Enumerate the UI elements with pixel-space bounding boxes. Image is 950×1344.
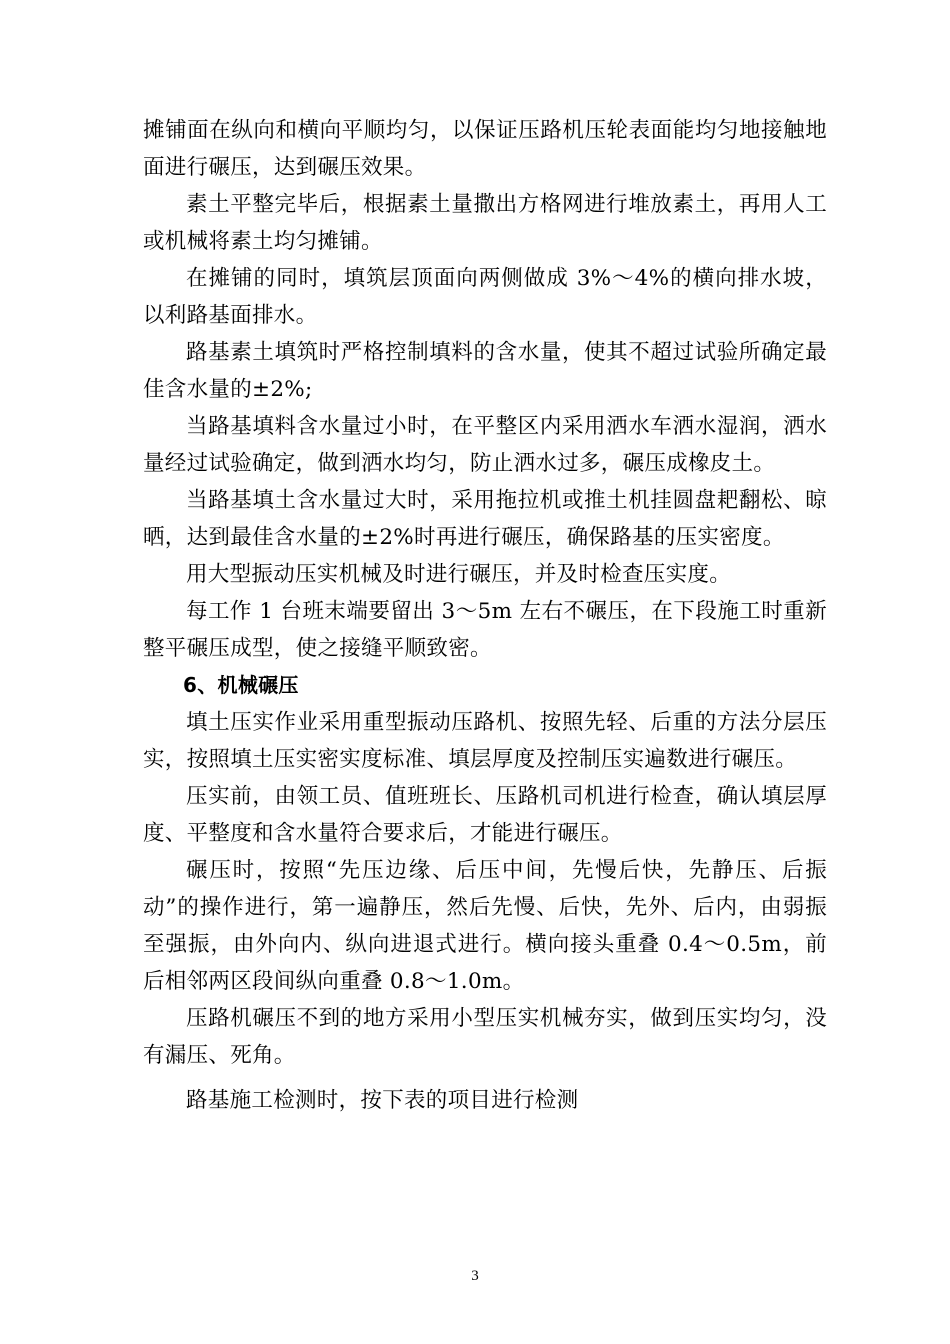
paragraph: 在摊铺的同时，填筑层顶面向两侧做成 3%～4%的横向排水坡，以利路基面排水。 [143,266,827,328]
page-number: 3 [471,1268,479,1284]
paragraph: 用大型振动压实机械及时进行碾压，并及时检查压实度。 [186,562,732,587]
paragraph: 压实前，由领工员、值班班长、压路机司机进行检查，确认填层厚度、平整度和含水量符合要求后，才能进行碾压。 [143,784,827,846]
paragraph: 路基素土填筑时严格控制填料的含水量，使其不超过试验所确定最佳含水量的±2%; [143,340,827,402]
paragraph: 碾压时，按照“先压边缘、后压中间，先慢后快，先静压、后振动”的操作进行，第一遍静压，然后先慢、后快，先外、后内，由弱振至强振，由外向内、纵向进退式进行。横向接头重叠 0.4～0.5m，前后相邻两区段间纵向重叠 0.8～1.0m。 [143,858,827,994]
paragraph: 每工作 1 台班末端要留出 3～5m 左右不碾压，在下段施工时重新整平碾压成型，使之接缝平顺致密。 [143,599,827,661]
paragraph: 素土平整完毕后，根据素土量撒出方格网进行堆放素土，再用人工或机械将素土均匀摊铺。 [143,192,827,254]
closing-paragraph: 路基施工检测时，按下表的项目进行检测 [186,1088,579,1113]
paragraph: 当路基填土含水量过大时，采用拖拉机或推土机挂圆盘耙翻松、晾晒，达到最佳含水量的±2%时再进行碾压，确保路基的压实密度。 [143,488,827,550]
section-heading: 6、机械碾压 [183,673,299,697]
paragraph: 压路机碾压不到的地方采用小型压实机械夯实，做到压实均匀，没有漏压、死角。 [143,1006,827,1068]
paragraph: 摊铺面在纵向和横向平顺均匀，以保证压路机压轮表面能均匀地接触地面进行碾压，达到碾压效果。 [143,118,827,180]
document-body [143,112,827,1119]
paragraph: 当路基填料含水量过小时，在平整区内采用洒水车洒水湿润，洒水量经过试验确定，做到洒水均匀，防止洒水过多，碾压成橡皮土。 [143,414,827,476]
paragraph: 填土压实作业采用重型振动压路机、按照先轻、后重的方法分层压实，按照填土压实密实度标准、填层厚度及控制压实遍数进行碾压。 [143,710,827,772]
